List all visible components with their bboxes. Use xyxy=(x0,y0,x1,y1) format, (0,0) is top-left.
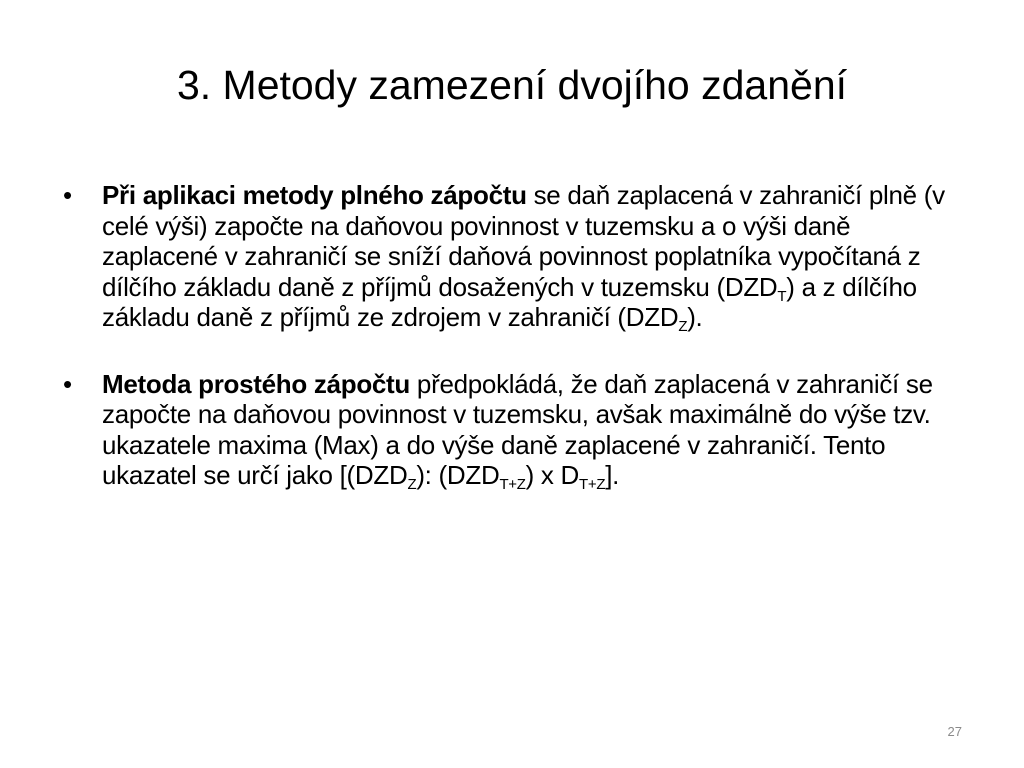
bullet-text-part: ): (DZD xyxy=(416,460,500,490)
bullet-text-part: ]. xyxy=(605,460,620,490)
bullet-text xyxy=(102,180,945,335)
bullet-text-part: ). xyxy=(687,302,703,332)
bullet-text-part: se daň zaplacená v zahraničí plně (v celé výši) započte na daňovou povinnost v tuzemsku a o výši daně zaplacené v zahraničí se sníží daňová povinnost poplatníka vypočítaná z dílčího základu daně z příjmů dosažených v tuzemsku (DZD xyxy=(102,180,945,302)
bullet-text-part: předpokládá, že daň zaplacená v zahraničí se započte na daňovou povinnost v tuzemsku, avšak maximálně do výše tzv. ukazatele maxima (Max) a do výše daně zaplacené v zahraničí. Tento ukazatel se určí jako [(DZD xyxy=(102,368,933,490)
bullet-dot-icon: • xyxy=(63,368,72,399)
bullet-item-full-credit xyxy=(60,180,960,333)
bullet-text xyxy=(102,369,933,491)
subscript: Z xyxy=(678,318,688,335)
bullet-bold-lead: Při aplikaci metody plného zápočtu xyxy=(102,180,527,210)
bullet-list xyxy=(60,180,960,491)
bullet-dot-icon: • xyxy=(63,180,72,210)
subscript: Z xyxy=(407,476,417,493)
slide-title: 3. Metody zamezení dvojího zdanění xyxy=(176,62,848,108)
bullet-text-part: ) x D xyxy=(525,460,580,490)
bullet-text-part: ) a z dílčího základu daně z příjmů ze zdrojem v zahraničí (DZD xyxy=(102,271,917,332)
subscript: T+Z xyxy=(579,476,606,493)
bullet-bold-lead: Metoda prostého zápočtu xyxy=(102,368,410,399)
page-number: 27 xyxy=(947,724,962,739)
subscript: T xyxy=(777,287,787,305)
subscript: T+Z xyxy=(499,476,526,493)
bullet-item-simple-credit xyxy=(60,369,960,491)
